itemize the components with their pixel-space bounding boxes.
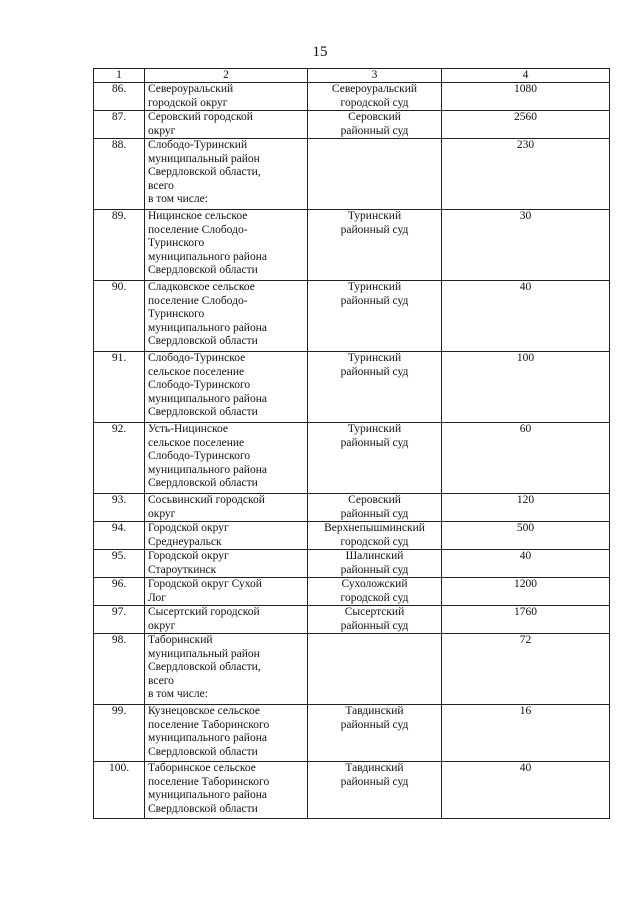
row-value: 1200 (442, 578, 610, 606)
row-number: 88. (94, 139, 145, 210)
municipality-name: Таборинский муниципальный район Свердловской области, всего в том числе: (145, 634, 308, 705)
table-row (94, 352, 610, 423)
row-value: 40 (442, 762, 610, 819)
page-number: 15 (312, 44, 328, 60)
table-row (94, 606, 610, 634)
court-name: Сухоложский городской суд (308, 578, 442, 606)
row-value: 40 (442, 550, 610, 578)
row-number: 96. (94, 578, 145, 606)
row-number: 94. (94, 522, 145, 550)
row-number: 93. (94, 494, 145, 522)
header-row (94, 69, 610, 83)
court-name: Серовский районный суд (308, 111, 442, 139)
table-row (94, 139, 610, 210)
table-row (94, 210, 610, 281)
court-name: Серовский районный суд (308, 494, 442, 522)
court-name: Тавдинский районный суд (308, 762, 442, 819)
municipality-name: Сосьвинский городской округ (145, 494, 308, 522)
court-name: Туринский районный суд (308, 423, 442, 494)
row-value: 1080 (442, 83, 610, 111)
row-number: 97. (94, 606, 145, 634)
table-header (94, 69, 610, 83)
row-number: 91. (94, 352, 145, 423)
row-value: 40 (442, 281, 610, 352)
municipality-name: Слободо-Туринский муниципальный район Свердловской области, всего в том числе: (145, 139, 308, 210)
court-name (308, 634, 442, 705)
row-number: 86. (94, 83, 145, 111)
court-name: Сысертский районный суд (308, 606, 442, 634)
row-number: 87. (94, 111, 145, 139)
row-value: 2560 (442, 111, 610, 139)
municipality-name: Усть-Ницинское сельское поселение Слободо-Туринского муниципального района Свердловской области (145, 423, 308, 494)
row-number: 92. (94, 423, 145, 494)
column-header-4: 4 (442, 69, 610, 83)
table-row (94, 634, 610, 705)
table-row (94, 578, 610, 606)
row-value: 500 (442, 522, 610, 550)
row-value: 30 (442, 210, 610, 281)
municipality-name: Городской округ Среднеуральск (145, 522, 308, 550)
court-name: Туринский районный суд (308, 352, 442, 423)
table-body (94, 83, 610, 819)
row-number: 90. (94, 281, 145, 352)
court-name: Тавдинский районный суд (308, 705, 442, 762)
table-row (94, 494, 610, 522)
court-name: Североуральский городской суд (308, 83, 442, 111)
column-header-3: 3 (308, 69, 442, 83)
municipality-name: Таборинское сельское поселение Таборинского муниципального района Свердловской области (145, 762, 308, 819)
row-value: 230 (442, 139, 610, 210)
row-number: 89. (94, 210, 145, 281)
municipality-name: Серовский городской округ (145, 111, 308, 139)
row-value: 120 (442, 494, 610, 522)
row-value: 100 (442, 352, 610, 423)
row-number: 99. (94, 705, 145, 762)
court-name: Шалинский районный суд (308, 550, 442, 578)
row-number: 100. (94, 762, 145, 819)
court-name (308, 139, 442, 210)
court-name: Верхнепышминский городской суд (308, 522, 442, 550)
row-value: 16 (442, 705, 610, 762)
courts-table (93, 68, 610, 819)
municipality-name: Сысертский городской округ (145, 606, 308, 634)
municipality-name: Кузнецовское сельское поселение Таборинского муниципального района Свердловской области (145, 705, 308, 762)
table-row (94, 705, 610, 762)
row-value: 1760 (442, 606, 610, 634)
table-row (94, 281, 610, 352)
column-header-2: 2 (145, 69, 308, 83)
court-name: Туринский районный суд (308, 210, 442, 281)
column-header-1: 1 (94, 69, 145, 83)
court-name: Туринский районный суд (308, 281, 442, 352)
municipality-name: Североуральский городской округ (145, 83, 308, 111)
municipality-name: Городской округ Староуткинск (145, 550, 308, 578)
municipality-name: Слободо-Туринское сельское поселение Слободо-Туринского муниципального района Свердловской области (145, 352, 308, 423)
table-row (94, 83, 610, 111)
table-row (94, 550, 610, 578)
municipality-name: Городской округ Сухой Лог (145, 578, 308, 606)
table-row (94, 111, 610, 139)
municipality-name: Ницинское сельское поселение Слободо- Туринского муниципального района Свердловской области (145, 210, 308, 281)
row-value: 72 (442, 634, 610, 705)
table-row (94, 423, 610, 494)
table-row (94, 522, 610, 550)
table-row (94, 762, 610, 819)
row-number: 95. (94, 550, 145, 578)
municipality-name: Сладковское сельское поселение Слободо- Туринского муниципального района Свердловской области (145, 281, 308, 352)
row-number: 98. (94, 634, 145, 705)
row-value: 60 (442, 423, 610, 494)
